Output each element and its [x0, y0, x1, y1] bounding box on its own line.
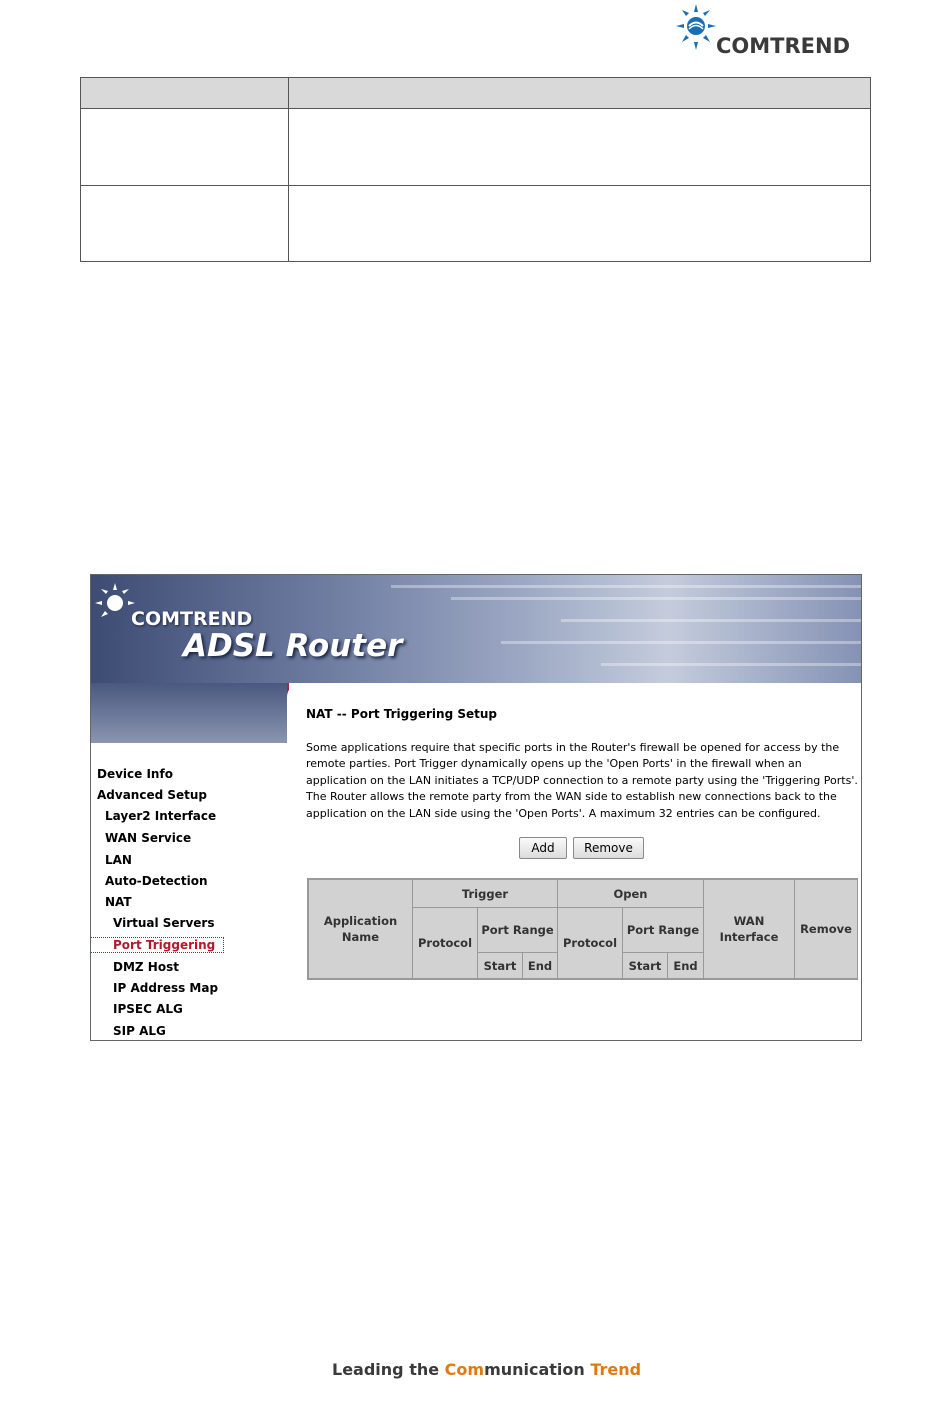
comtrend-logo	[672, 2, 867, 58]
doc-table-row-divider	[81, 185, 870, 186]
page-title: NAT -- Port Triggering Setup	[306, 707, 497, 721]
nav-ipsec-alg[interactable]: IPSEC ALG	[113, 1002, 183, 1016]
col-open: Open	[557, 879, 704, 908]
footer-tagline	[332, 1360, 641, 1379]
footer-tag-1: Leading the	[332, 1360, 445, 1379]
col-open-start: Start	[622, 952, 668, 979]
content-panel	[287, 683, 861, 1041]
port-triggering-table	[307, 878, 858, 980]
nav-lan[interactable]: LAN	[105, 853, 132, 867]
nav-ip-address-map[interactable]: IP Address Map	[113, 981, 219, 995]
col-open-port-range: Port Range	[622, 907, 704, 953]
col-open-end: End	[667, 952, 704, 979]
col-trigger: Trigger	[412, 879, 558, 908]
nav-advanced-setup[interactable]: Advanced Setup	[97, 788, 208, 802]
col-application-name: Application Name	[308, 879, 413, 979]
brand-name: COMTREND	[716, 34, 851, 58]
footer-tag-2: Com	[444, 1360, 485, 1379]
col-open-protocol: Protocol	[557, 907, 623, 979]
banner-brand: COMTREND	[131, 608, 253, 630]
nav-port-triggering[interactable]: Port Triggering	[91, 938, 223, 952]
add-button[interactable]: Add	[519, 837, 567, 859]
banner-title: ADSL Router	[183, 628, 403, 664]
nav-layer2-interface[interactable]: Layer2 Interface	[105, 809, 217, 823]
doc-table-divider	[288, 78, 289, 261]
nav-auto-detection[interactable]: Auto-Detection	[105, 874, 208, 888]
col-trigger-protocol: Protocol	[412, 907, 478, 979]
doc-table	[80, 77, 871, 262]
comtrend-sunburst-icon	[672, 2, 718, 54]
nav-virtual-servers[interactable]: Virtual Servers	[113, 916, 215, 930]
remove-button[interactable]: Remove	[573, 837, 644, 859]
col-trigger-end: End	[522, 952, 558, 979]
left-panel-art	[91, 683, 287, 743]
nav-sip-alg[interactable]: SIP ALG	[113, 1024, 166, 1038]
col-wan-interface: WAN Interface	[703, 879, 795, 979]
router-banner	[91, 575, 861, 683]
footer-tag-4: Trend	[590, 1360, 642, 1379]
nav-device-info[interactable]: Device Info	[97, 767, 173, 781]
nav-wan-service[interactable]: WAN Service	[105, 831, 192, 845]
doc-table-header	[81, 78, 870, 109]
col-remove: Remove	[794, 879, 858, 979]
footer-tag-3: munication	[484, 1360, 591, 1379]
col-trigger-port-range: Port Range	[477, 907, 558, 953]
col-trigger-start: Start	[477, 952, 523, 979]
router-screenshot	[90, 574, 862, 1041]
page-description: Some applications require that specific ports in the Router's firewall be opened for access by the remote parties. Port Trigger dynamically opens up the 'Open Ports' in the firewall when an application on the LAN initiates a TCP/UDP connection to a remote party using the 'Triggering Ports'. The Router allows the remote party from the WAN side to establish new connections back to the application on the LAN side using the 'Open Ports'. A maximum 32 entries can be configured.	[306, 741, 858, 820]
nav-nat[interactable]: NAT	[105, 895, 132, 909]
nav-dmz-host[interactable]: DMZ Host	[113, 960, 179, 974]
